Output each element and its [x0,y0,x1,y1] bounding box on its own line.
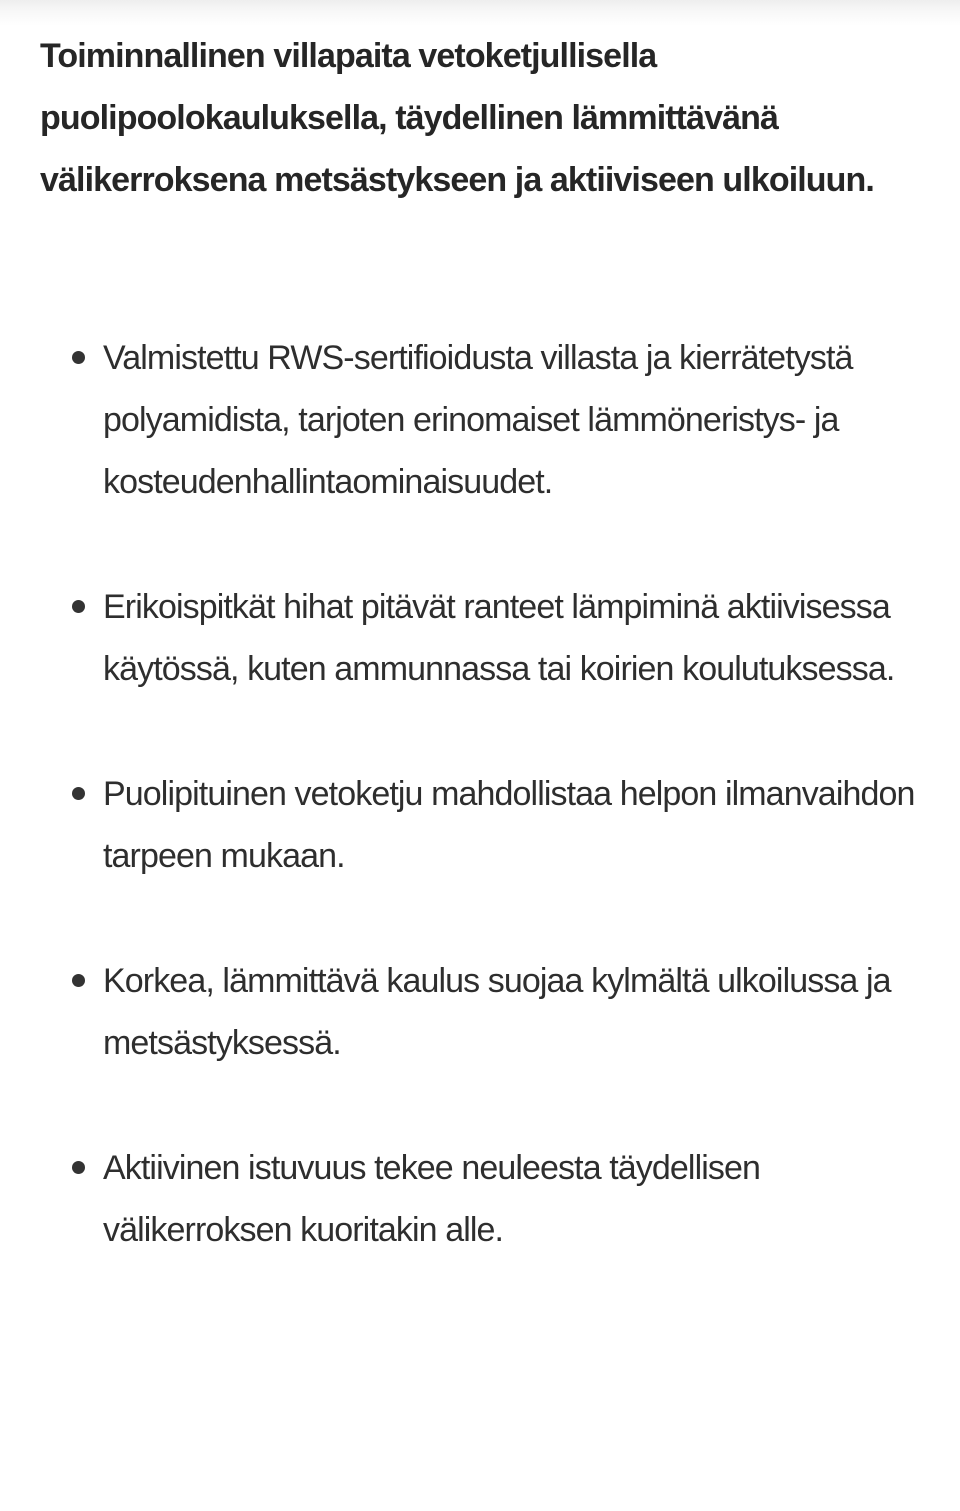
top-scroll-shadow [0,0,960,26]
list-item [40,763,930,887]
feature-text: Erikoispitkät hihat pitävät ranteet lämpiminä aktiivisessa käytössä, kuten ammunnassa tai koirien koulutuksessa. [103,588,895,688]
feature-text: Valmistettu RWS-sertifioidusta villasta ja kierrätetystä polyamidista, tarjoten erinomaiset lämmöneristys- ja kosteudenhallintaominaisuudet. [103,339,853,501]
product-description [40,25,930,1324]
bullet-dot-icon [72,974,85,987]
feature-list [40,327,930,1261]
feature-text: Puolipituinen vetoketju mahdollistaa helpon ilmanvaihdon tarpeen mukaan. [103,775,915,875]
bullet-dot-icon [72,787,85,800]
bullet-dot-icon [72,600,85,613]
intro-paragraph: Toiminnallinen villapaita vetoketjullisella puolipoolokauluksella, täydellinen lämmittävänä välikerroksena metsästykseen ja aktiiviseen ulkoiluun. [40,37,874,199]
list-item [40,1137,930,1261]
list-item [40,950,930,1074]
feature-text: Aktiivinen istuvuus tekee neuleesta täydellisen välikerroksen kuoritakin alle. [103,1149,761,1249]
bullet-dot-icon [72,1161,85,1174]
list-item [40,576,930,700]
list-item [40,327,930,513]
feature-text: Korkea, lämmittävä kaulus suojaa kylmältä ulkoilussa ja metsästyksessä. [103,962,891,1062]
bullet-dot-icon [72,351,85,364]
